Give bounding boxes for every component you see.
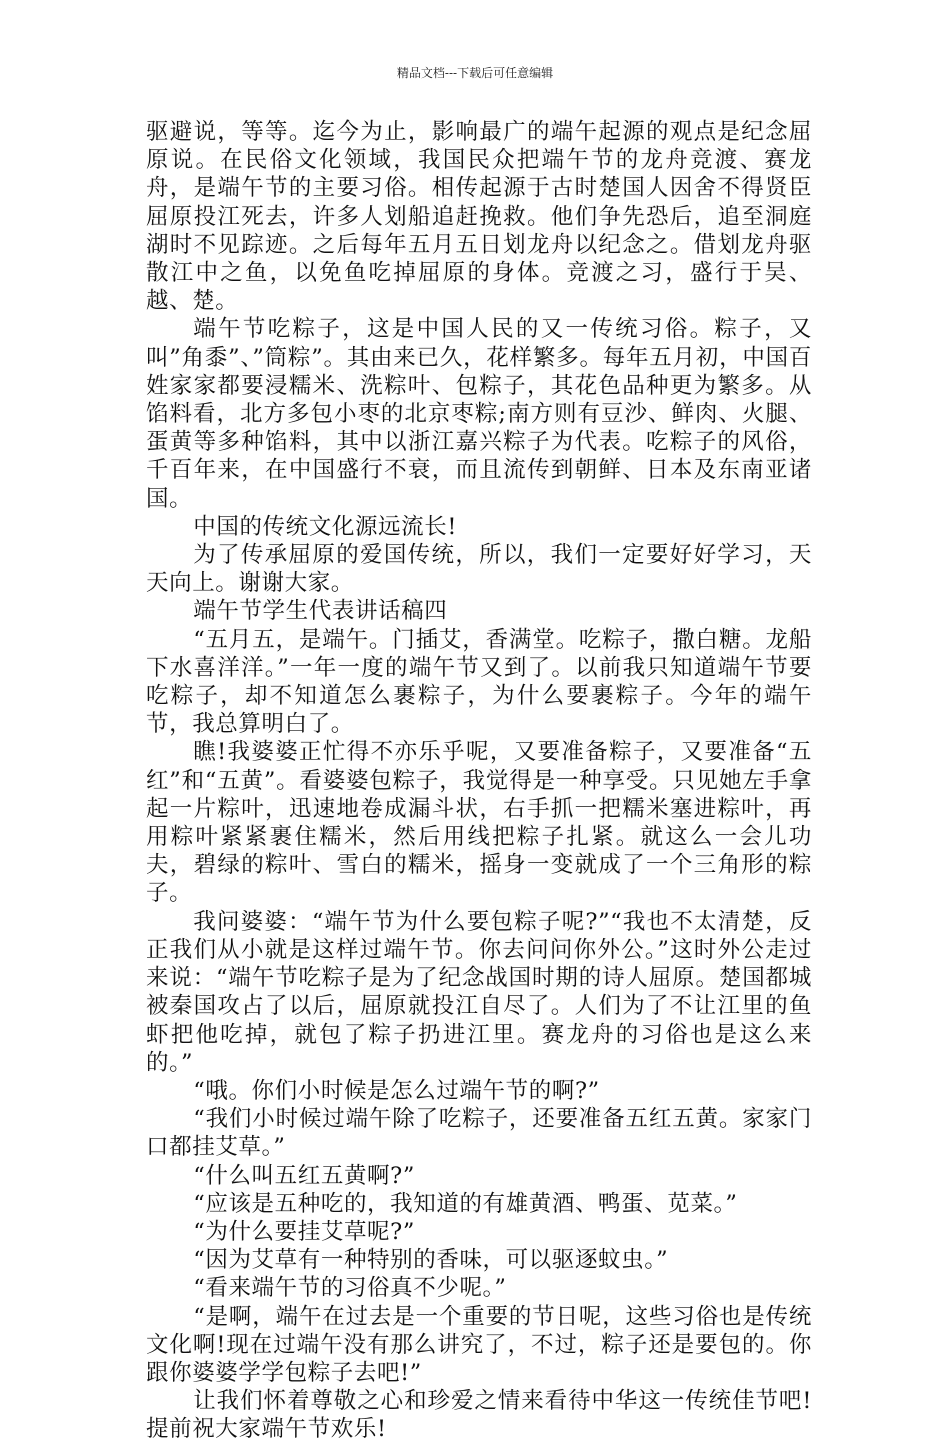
dialogue-line: “哦。你们小时候是怎么过端午节的啊?” <box>193 1077 600 1104</box>
section-heading: 端午节学生代表讲话稿四 <box>193 598 448 625</box>
paragraph: 中国的传统文化源远流长! <box>193 513 457 540</box>
paragraph: 为了传承屈原的爱国传统，所以，我们一定要好好学习，天天向上。谢谢大家。 <box>146 542 812 597</box>
paragraph: “五月五，是端午。门插艾，香满堂。吃粽子，撒白糖。龙船下水喜洋洋。”一年一度的端午节又到了。以前我只知道端午节要吃粽子，却不知道怎么裹粽子，为什么要裹粽子。今年的端午节，我总算明白了。 <box>146 626 812 738</box>
document-body <box>146 118 812 1444</box>
dialogue-line: “是啊，端午在过去是一个重要的节日呢，这些习俗也是传统文化啊!现在过端午没有那么讲究了，不过，粽子还是要包的。你跟你婆婆学学包粽子去吧!” <box>146 1303 812 1386</box>
paragraph: 驱避说，等等。迄今为止，影响最广的端午起源的观点是纪念屈原说。在民俗文化领域，我国民众把端午节的龙舟竞渡、赛龙舟，是端午节的主要习俗。相传起源于古时楚国人因舍不得贤臣屈原投江死去，许多人划船追赶挽救。他们争先恐后，追至洞庭湖时不见踪迹。之后每年五月五日划龙舟以纪念之。借划龙舟驱散江中之鱼，以免鱼吃掉屈原的身体。竞渡之习，盛行于吴、越、楚。 <box>146 119 812 315</box>
paragraph: 我问婆婆：“端午节为什么要包粽子呢?”“我也不太清楚，反正我们从小就是这样过端午节。你去问问你外公。”这时外公走过来说：“端午节吃粽子是为了纪念战国时期的诗人屈原。楚国都城被秦国攻占了以后，屈原就投江自尽了。人们为了不让江里的鱼虾把他吃掉，就包了粽子扔进江里。赛龙舟的习俗也是这么来的。” <box>146 908 812 1076</box>
paragraph: 瞧!我婆婆正忙得不亦乐乎呢，又要准备粽子，又要准备“五红”和“五黄”。看婆婆包粽子，我觉得是一种享受。只见她左手拿起一片粽叶，迅速地卷成漏斗状，右手抓一把糯米塞进粽叶，再用粽叶紧紧裹住糯米，然后用线把粽子扎紧。就这么一会儿功夫，碧绿的粽叶、雪白的糯米，摇身一变就成了一个三角形的粽子。 <box>146 739 812 907</box>
dialogue-line: “看来端午节的习俗真不少呢。” <box>193 1275 507 1302</box>
page-header: 精品文档---下载后可任意编辑 <box>396 66 554 80</box>
dialogue-line: “什么叫五红五黄啊?” <box>193 1162 415 1189</box>
dialogue-line: “我们小时候过端午除了吃粽子，还要准备五红五黄。家家门口都挂艾草。” <box>146 1106 812 1161</box>
dialogue-line: “因为艾草有一种特别的香味，可以驱逐蚊虫。” <box>193 1247 669 1274</box>
closing-paragraph: 让我们怀着尊敬之心和珍爱之情来看待中华这一传统佳节吧!提前祝大家端午节欢乐! <box>146 1388 812 1443</box>
paragraph: 端午节吃粽子，这是中国人民的又一传统习俗。粽子，又叫”角黍”、”筒粽”。其由来已久，花样繁多。每年五月初，中国百姓家家都要浸糯米、洗粽叶、包粽子，其花色品种更为繁多。从馅料看，北方多包小枣的北京枣粽;南方则有豆沙、鲜肉、火腿、蛋黄等多种馅料，其中以浙江嘉兴粽子为代表。吃粽子的风俗，千百年来，在中国盛行不衰，而且流传到朝鲜、日本及东南亚诸国。 <box>146 316 812 512</box>
dialogue-line: “应该是五种吃的，我知道的有雄黄酒、鸭蛋、苋菜。” <box>193 1190 738 1217</box>
dialogue-line: “为什么要挂艾草呢?” <box>193 1218 415 1245</box>
